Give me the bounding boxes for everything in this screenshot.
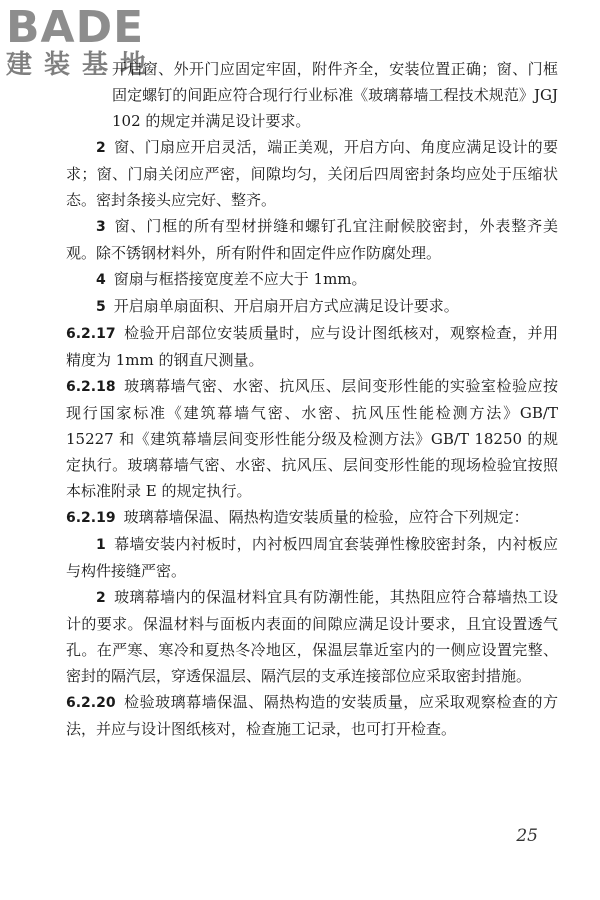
item-number: 2 [96,140,106,156]
clause-number: 6.2.18 [66,379,116,395]
item-number: 2 [96,590,106,606]
item-number: 3 [96,219,106,235]
clause [66,504,558,531]
clause-number: 6.2.17 [66,326,116,342]
logo-wordmark-cn: 建装基地 [6,50,159,80]
paragraph-text: 窗、门扇应开启灵活，端正美观，开启方向、角度应满足设计的要求；窗、门扇关闭应严密，间隙均匀，关闭后四周密封条均应处于压缩状态。密封条接头应完好、整齐。 [66,138,558,209]
paragraph-text: 窗、门框的所有型材拼缝和螺钉孔宜注耐候胶密封，外表整齐美观。除不锈钢材料外，所有附件和固定件应作防腐处理。 [66,217,558,262]
paragraph-text: 玻璃幕墙气密、水密、抗风压、层间变形性能的实验室检验应按现行国家标准《建筑幕墙气密、水密、抗风压性能检测方法》GB/T 15227 和《建筑幕墙层间变形性能分级及检测方法》GB/T 18250 的规定执行。玻璃幕墙气密、水密、抗风压、层间变形性能的现场检验宜按照本标准附录 E 的规定执行。 [66,377,558,500]
paragraph-text: 检验开启部位安装质量时，应与设计图纸核对，观察检查，并用精度为 1mm 的钢直尺测量。 [66,324,558,369]
item-number: 4 [96,272,106,288]
paragraph [66,213,558,266]
paragraph [66,266,558,293]
paragraph [66,293,558,320]
paragraph-text: 检验玻璃幕墙保温、隔热构造的安装质量，应采取观察检查的方法，并应与设计图纸核对，检查施工记录，也可打开检查。 [66,693,558,738]
logo-wordmark-en: BADE [6,2,145,53]
paragraph-text: 幕墙安装内衬板时，内衬板四周宜套装弹性橡胶密封条，内衬板应与构件接缝严密。 [66,535,558,580]
item-number: 5 [96,299,106,315]
paragraph [66,56,558,134]
paragraph-text: 开启扇单扇面积、开启扇开启方式应满足设计要求。 [113,297,459,315]
paragraph-text: 开启窗、外开门应固定牢固，附件齐全，安装位置正确；窗、门框固定螺钉的间距应符合现行行业标准《玻璃幕墙工程技术规范》JGJ 102 的规定并满足设计要求。 [112,60,558,130]
document-body [66,56,558,742]
paragraph [66,531,558,584]
clause [66,689,558,742]
paragraph-text: 玻璃幕墙保温、隔热构造安装质量的检验，应符合下列规定： [123,508,529,526]
paragraph [66,584,558,689]
paragraph-text: 窗扇与框搭接宽度差不应大于 1mm。 [113,270,367,288]
page-number: 25 [516,826,538,846]
clause [66,320,558,373]
paragraph-text: 玻璃幕墙内的保温材料宜具有防潮性能，其热阻应符合幕墙热工设计的要求。保温材料与面板内表面的间隙应满足设计要求，且宜设置透气孔。在严寒、寒冷和夏热冬冷地区，保温层靠近室内的一侧应设置完整、密封的隔汽层，穿透保温层、隔汽层的支承连接部位应采取密封措施。 [66,588,558,685]
clause [66,373,558,504]
item-number: 1 [96,537,106,553]
paragraph [66,134,558,213]
clause-number: 6.2.19 [66,510,116,526]
clause-number: 6.2.20 [66,695,116,711]
